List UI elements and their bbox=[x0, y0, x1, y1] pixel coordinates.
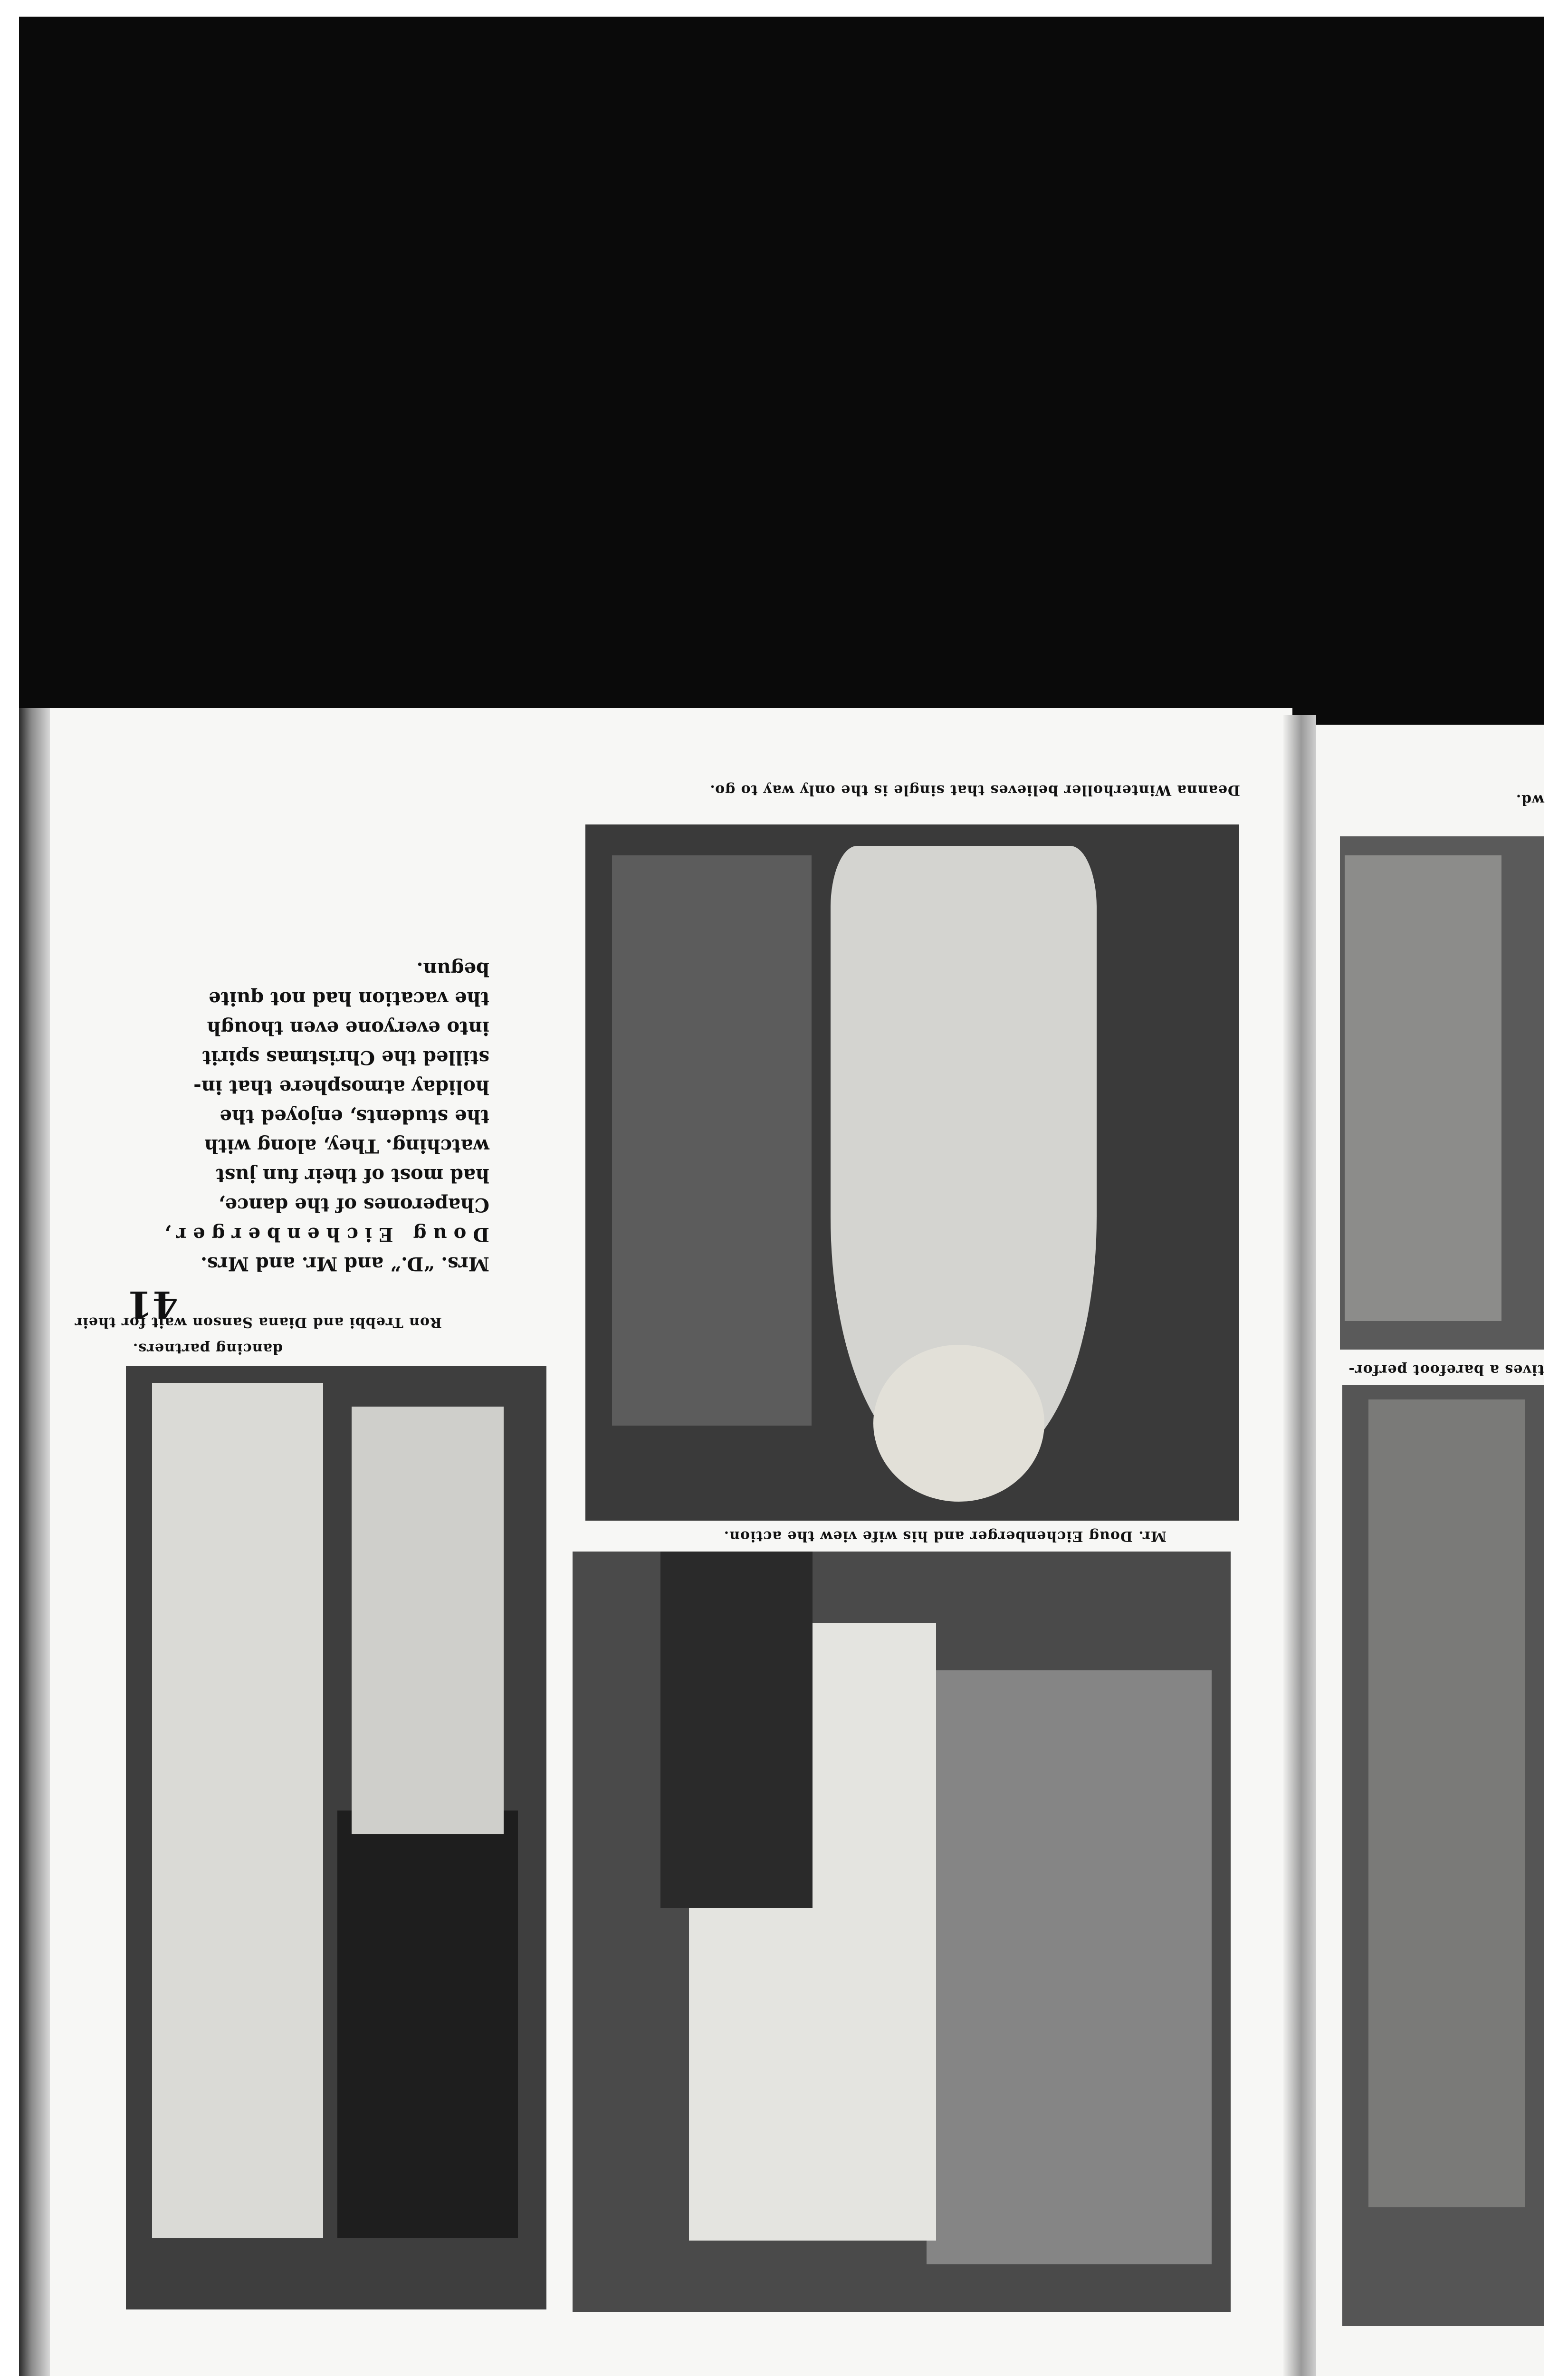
page-number: 41 bbox=[126, 1283, 178, 1326]
chaperones-photo-caption: Mr. Doug Eichenberger and his wife view the action. bbox=[723, 1528, 1166, 1544]
deanna-dancing-photo bbox=[585, 824, 1239, 1521]
facing-page-photo-bottom bbox=[1342, 1385, 1544, 2326]
facing-figure-shape bbox=[1345, 855, 1501, 1321]
couple-waiting-photo bbox=[126, 1366, 546, 2309]
man-plaid-jacket-shape bbox=[927, 1670, 1212, 2264]
couple-photo-caption-line2: dancing partners. bbox=[132, 1340, 283, 1357]
body-text-line: the students, enjoyed the bbox=[220, 1105, 489, 1128]
body-text-line: Doug Eichenberger, bbox=[158, 1223, 489, 1245]
body-text-line: watching. They, along with bbox=[204, 1135, 489, 1157]
couple-photo-caption: Ron Trebbi and Diana Sanson wait for their bbox=[74, 1314, 442, 1331]
body-text-line: the vacation had not quite bbox=[209, 987, 489, 1010]
girl-long-dress-shape bbox=[152, 1383, 323, 2238]
body-text-line: holiday atmosphere that in- bbox=[193, 1076, 489, 1098]
floral-dress-shape bbox=[1368, 1399, 1525, 2207]
facing-page-photo-top bbox=[1340, 836, 1544, 1350]
boy-dark-vest-shape bbox=[337, 1811, 518, 2238]
body-text-line: stilled the Christmas spirit bbox=[202, 1046, 489, 1069]
boy-light-pants-shape bbox=[352, 1407, 504, 1834]
chaperones-photo bbox=[573, 1552, 1231, 2312]
scanner-black-area bbox=[19, 17, 1544, 725]
page-edge-strip bbox=[19, 708, 50, 2376]
facing-top-caption: wd. bbox=[1515, 791, 1544, 808]
facing-bottom-caption: tives a barefoot perfor- bbox=[1348, 1361, 1544, 1378]
background-crowd-shape bbox=[612, 855, 812, 1426]
upside-down-page-content bbox=[48, 708, 1544, 2376]
dark-skirt-shape bbox=[660, 1552, 813, 1908]
body-text-line: Chaperones of the dance, bbox=[218, 1194, 489, 1216]
body-text-line: had most of their fun just bbox=[216, 1164, 489, 1187]
deanna-photo-caption: Deanna Winterholler believes that single is the only way to go. bbox=[709, 782, 1240, 798]
dancer-hair-shape bbox=[873, 1345, 1044, 1502]
body-text-paragraph bbox=[147, 954, 489, 1278]
body-text-line: Mrs. “D.” and Mr. and Mrs. bbox=[201, 1253, 489, 1275]
body-text-line: into everyone even though bbox=[207, 1017, 489, 1039]
body-text-line: begun. bbox=[416, 958, 489, 980]
